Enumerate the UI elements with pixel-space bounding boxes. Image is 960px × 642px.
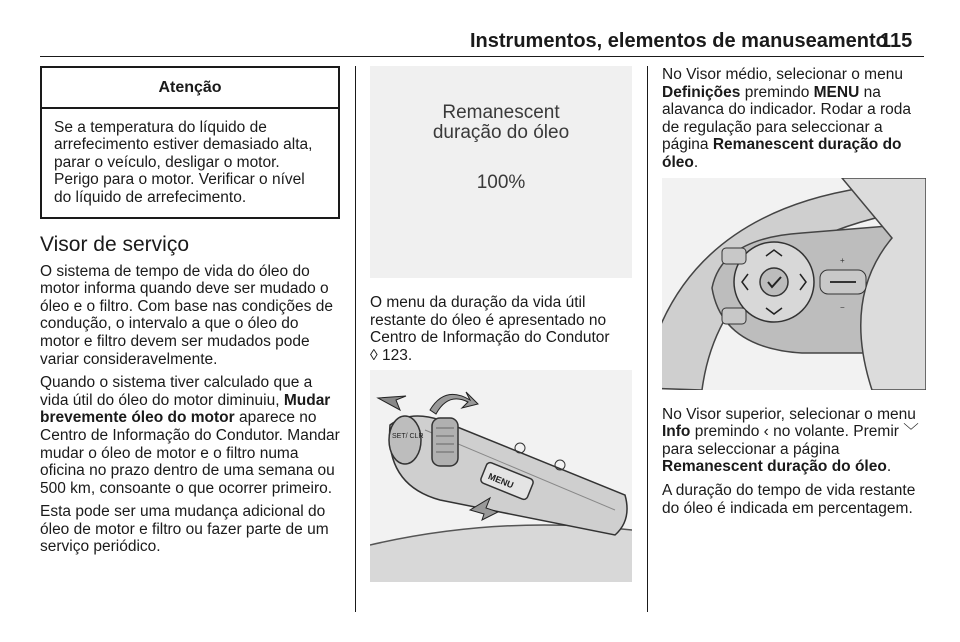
page-header-title: Instrumentos, elementos de manuseamento	[470, 30, 888, 52]
column-divider-left	[355, 66, 356, 612]
service-paragraph-1: O sistema de tempo de vida do óleo do motor informa quando deve ser mudado o óleo e o filtro. Com base nas condições de condução, o intervalo a que o óleo do motor e filtro devem ser mudados pode variar consideravelmente.	[40, 262, 333, 368]
svg-text:+: +	[840, 255, 845, 265]
chevron-down-icon: ﹀	[903, 423, 919, 441]
upper-display-instructions: No Visor superior, selecionar o menu Info premindo ‹ no volante. Premir ﹀ para seleccionar a página Remanescent duração do óleo.	[662, 405, 919, 476]
oil-life-display	[370, 66, 632, 278]
service-paragraph-3: Esta pode ser uma mudança adicional do óleo de motor e filtro ou fazer parte de um serviço periódico.	[40, 503, 329, 556]
column-divider-right	[647, 66, 648, 612]
oil-life-percentage: 100%	[476, 172, 526, 193]
set-clr-label: SET/ CLR	[392, 433, 424, 441]
middle-display-instructions: No Visor médio, selecionar o menu Definições premindo MENU na alavanca do indicador. Rodar a roda de regulação para seleccionar a página Remanescent duração do óleo.	[662, 66, 912, 171]
middle-column	[370, 66, 632, 582]
page-number: 115	[880, 30, 913, 52]
oil-change-message: Mudar brevemente óleo do motor	[40, 391, 331, 427]
display-caption: O menu da duração da vida útil restante do óleo é apresentado no Centro de Informação do Condutor ◊ 123.	[370, 294, 610, 364]
warning-text: Se a temperatura do líquido de arrefecimento estiver demasiado alta, parar o veículo, desligar o motor. Perigo para o motor. Verificar o nível do líquido de arrefecimento.	[54, 118, 313, 206]
steering-wheel-controls-illustration	[662, 178, 926, 390]
header-divider	[40, 56, 924, 57]
page-reference: 123.	[381, 346, 413, 364]
oil-life-percentage-note: A duração do tempo de vida restante do óleo é indicada em percentagem.	[662, 481, 916, 517]
right-column	[662, 66, 926, 523]
menu-button-label: MENU	[486, 471, 516, 491]
service-paragraph-2: Quando o sistema tiver calculado que a vida útil do óleo do motor diminuiu, Mudar brevemente óleo do motor aparece no Centro de Informação do Condutor. Mandar mudar o óleo de motor e o filtro numa oficina no prazo dentro de uma semana ou 500 km, consoante o que ocorrer primeiro.	[40, 374, 340, 497]
display-title-line2: duração do óleo	[432, 122, 570, 143]
svg-text:−: −	[840, 302, 845, 312]
page-reference-icon: ◊	[370, 346, 378, 364]
warning-heading: Atenção	[42, 68, 338, 109]
warning-box	[40, 66, 340, 219]
display-title-line1: Remanescent	[442, 102, 560, 123]
section-title: Visor de serviço	[40, 232, 190, 256]
turn-signal-stalk-illustration	[370, 370, 632, 582]
chevron-left-icon: ‹	[763, 423, 769, 441]
select-button	[760, 268, 788, 296]
left-column	[40, 66, 340, 562]
